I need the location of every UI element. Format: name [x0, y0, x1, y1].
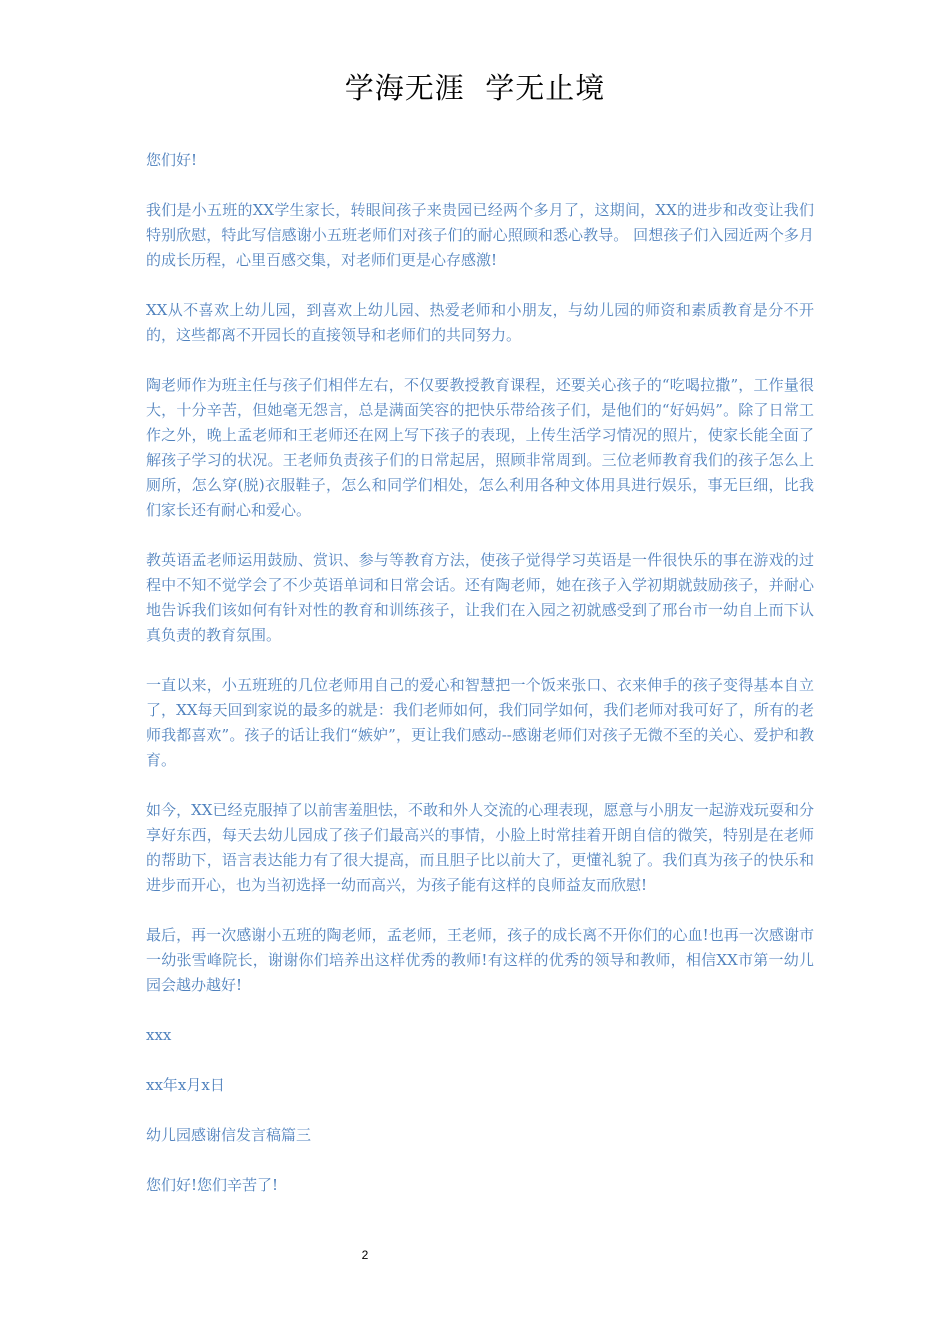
paragraph-1: 我们是小五班的XX学生家长，转眼间孩子来贵园已经两个多月了，这期间，XX的进步和改变让我们特别欣慰，特此写信感谢小五班老师们对孩子们的耐心照顾和悉心教导。 回想孩子们入园近两个多月的成长历程，心里百感交集，对老师们更是心存感激! [146, 201, 814, 269]
page-number: 2 [361, 1248, 369, 1262]
paragraph-6: 如今，XX已经克服掉了以前害羞胆怯，不敢和外人交流的心理表现，愿意与小朋友一起游戏玩耍和分享好东西，每天去幼儿园成了孩子们最高兴的事情，小脸上时常挂着开朗自信的微笑，特别是在老师的帮助下，语言表达能力有了很大提高，而且胆子比以前大了，更懂礼貌了。我们真为孩子的快乐和进步而开心，也为当初选择一幼而高兴，为孩子能有这样的良师益友而欣慰! [146, 801, 814, 894]
paragraph-4: 教英语孟老师运用鼓励、赏识、参与等教育方法，使孩子觉得学习英语是一件很快乐的事在游戏的过程中不知不觉学会了不少英语单词和日常会话。还有陶老师，她在孩子入学初期就鼓励孩子，并耐心地告诉我们该如何有针对性的教育和训练孩子，让我们在入园之初就感受到了邢台市一幼自上而下认真负责的教育氛围。 [146, 551, 814, 644]
paragraph-2: XX从不喜欢上幼儿园，到喜欢上幼儿园、热爱老师和小朋友，与幼儿园的师资和素质教育是分不开的，这些都离不开园长的直接领导和老师们的共同努力。 [146, 301, 814, 344]
greeting: 您们好! [146, 151, 198, 169]
signature: xxx [146, 1026, 172, 1044]
paragraph-5: 一直以来，小五班班的几位老师用自己的爱心和智慧把一个饭来张口、衣来伸手的孩子变得基本自立了，XX每天回到家说的最多的就是：我们老师如何，我们同学如何，我们老师对我可好了，所有的老师我都喜欢”。孩子的话让我们“嫉妒”，更让我们感动--感谢老师们对孩子无微不至的关心、爱护和教育。 [146, 676, 814, 769]
page-header-title: 学海无涯 学无止境 [344, 71, 606, 105]
paragraph-7: 最后，再一次感谢小五班的陶老师，孟老师，王老师，孩子的成长离不开你们的心血!也再一次感谢市一幼张雪峰院长，谢谢你们培养出这样优秀的教师!有这样的优秀的领导和教师，相信XX市第一幼儿园会越办越好! [146, 926, 814, 994]
closing-greeting: 您们好!您们辛苦了! [146, 1176, 279, 1194]
letter-body [146, 148, 814, 1223]
date-line: xx年x月x日 [146, 1076, 225, 1094]
paragraph-3: 陶老师作为班主任与孩子们相伴左右，不仅要教授教育课程，还要关心孩子的“吃喝拉撒”，工作量很大，十分辛苦，但她毫无怨言，总是满面笑容的把快乐带给孩子们，是他们的“好妈妈”。除了日常工作之外，晚上孟老师和王老师还在网上写下孩子的表现，上传生活学习情况的照片，使家长能全面了解孩子学习的状况。王老师负责孩子们的日常起居，照顾非常周到。三位老师教育我们的孩子怎么上厕所，怎么穿(脱)衣服鞋子，怎么和同学们相处，怎么利用各种文体用具进行娱乐，事无巨细，比我们家长还有耐心和爱心。 [146, 376, 814, 519]
section-title: 幼儿园感谢信发言稿篇三 [146, 1126, 312, 1144]
